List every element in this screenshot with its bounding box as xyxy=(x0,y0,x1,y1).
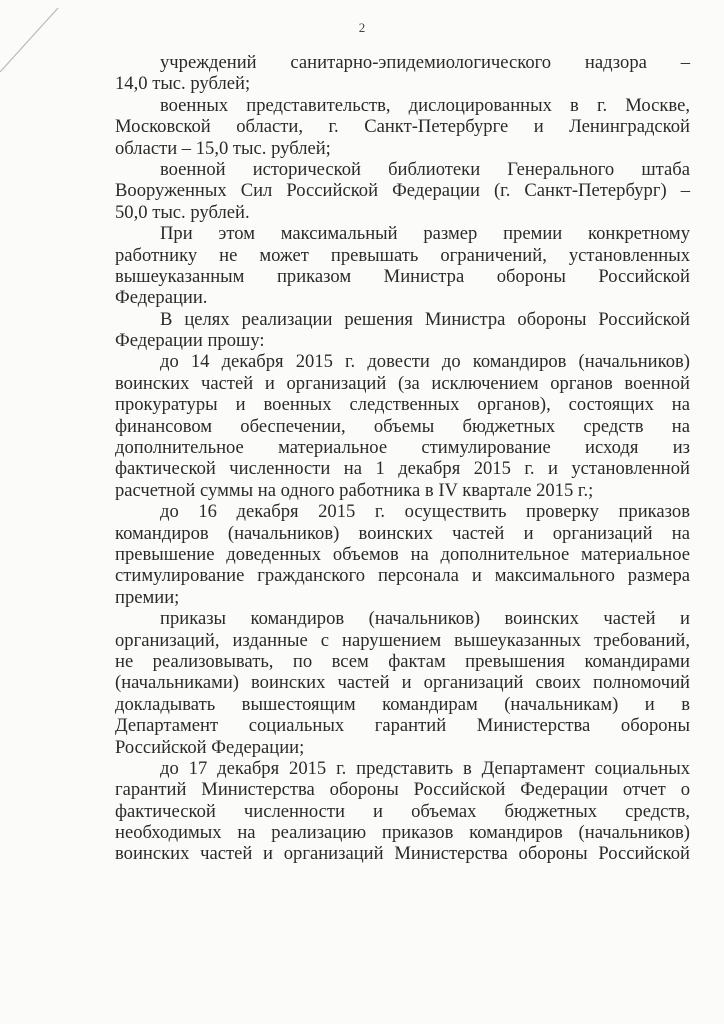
text-line: командиров (начальников) воинских частей и организаций на xyxy=(115,522,690,544)
text-line: необходимых на реализацию приказов командиров (начальников) xyxy=(115,822,690,844)
text-line: фактической численности на 1 декабря 2015 г. и установленной xyxy=(115,458,690,480)
text-line: гарантий Министерства обороны Российской Федерации отчет о xyxy=(115,779,690,801)
text-line: вышеуказанным приказом Министра обороны Российской xyxy=(115,265,690,287)
paragraph xyxy=(115,223,690,309)
text-line: до 14 декабря 2015 г. довести до командиров (начальников) xyxy=(160,351,690,373)
paragraph xyxy=(115,758,690,865)
text-line: Федерации прошу: xyxy=(115,330,265,352)
text-line: В целях реализации решения Министра обороны Российской xyxy=(160,308,690,330)
text-line: учреждений санитарно-эпидемиологического надзора – xyxy=(160,52,690,73)
paragraph xyxy=(115,309,690,352)
text-line: военных представительств, дислоцированных в г. Москве, xyxy=(160,94,690,116)
text-line: 14,0 тыс. рублей; xyxy=(115,73,251,95)
text-line: области – 15,0 тыс. рублей; xyxy=(115,137,331,159)
page-number: 2 xyxy=(358,20,366,35)
text-line: Московской области, г. Санкт-Петербурге и Ленинградской xyxy=(115,116,690,138)
text-line: финансовом обеспечении, объемы бюджетных средств на xyxy=(115,415,690,437)
text-line: превышение доведенных объемов на дополнительное материальное xyxy=(115,543,690,565)
paragraph xyxy=(115,52,690,95)
text-line: стимулирование гражданского персонала и максимального размера xyxy=(115,565,690,587)
text-line: военной исторической библиотеки Генерального штаба xyxy=(160,158,690,180)
text-line: приказы командиров (начальников) воинских частей и xyxy=(160,608,690,630)
text-line: прокуратуры и военных следственных органов), состоящих на xyxy=(115,394,690,416)
text-line: Департамент социальных гарантий Министерства обороны xyxy=(115,715,690,737)
text-line: до 17 декабря 2015 г. представить в Департамент социальных xyxy=(160,757,690,779)
text-line: докладывать вышестоящим командирам (начальникам) и в xyxy=(115,693,690,715)
text-line: Вооруженных Сил Российской Федерации (г. Санкт-Петербург) – xyxy=(115,180,690,202)
scan-edge-artifact xyxy=(0,0,80,80)
text-line: Российской Федерации; xyxy=(115,736,305,758)
text-line: до 16 декабря 2015 г. осуществить проверку приказов xyxy=(160,501,690,523)
paragraph xyxy=(115,159,690,223)
text-line: премии; xyxy=(115,586,180,608)
text-line: Федерации. xyxy=(115,287,208,309)
paragraph xyxy=(115,501,690,608)
paragraph xyxy=(115,608,690,758)
text-line: фактической численности и объемах бюджетных средств, xyxy=(115,800,690,822)
document-body xyxy=(115,52,690,865)
text-line: (начальниками) воинских частей и организаций своих полномочий xyxy=(115,672,690,694)
text-line: 50,0 тыс. рублей. xyxy=(115,201,250,223)
text-line: не реализовывать, по всем фактам превышения командирами xyxy=(115,650,690,672)
text-line: работнику не может превышать ограничений, установленных xyxy=(115,244,690,266)
paragraph xyxy=(115,95,690,159)
text-line: организаций, изданные с нарушением вышеуказанных требований, xyxy=(115,629,690,651)
text-line: расчетной суммы на одного работника в IV квартале 2015 г.; xyxy=(115,479,594,501)
text-line: При этом максимальный размер премии конкретному xyxy=(160,223,690,245)
paragraph xyxy=(115,351,690,501)
text-line: воинских частей и организаций (за исключением органов военной xyxy=(115,372,690,394)
text-line: воинских частей и организаций Министерства обороны Российской xyxy=(115,843,690,865)
text-line: дополнительное материальное стимулирование исходя из xyxy=(115,437,690,459)
